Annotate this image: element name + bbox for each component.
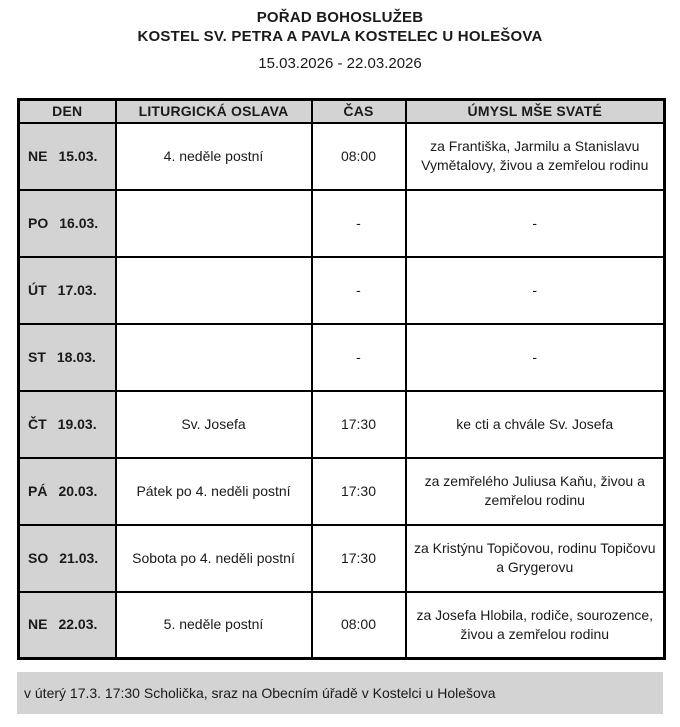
mass-intention-cell: za Františka, Jarmilu a Stanislavu Vymětalovy, živou a zemřelou rodinu	[406, 123, 665, 190]
mass-intention-cell: -	[406, 190, 665, 257]
document-header	[0, 0, 680, 72]
mass-time-cell: -	[312, 257, 406, 324]
day-cell	[19, 458, 116, 525]
table-row	[19, 592, 665, 659]
day-abbreviation: SO	[28, 549, 49, 566]
table-row	[19, 257, 665, 324]
day-cell	[19, 525, 116, 592]
table-row	[19, 391, 665, 458]
mass-time-cell: 17:30	[312, 391, 406, 458]
footer-note-text: v úterý 17.3. 17:30 Scholička, sraz na Obecním úřadě v Kostelci u Holešova	[24, 685, 496, 701]
table-row	[19, 324, 665, 391]
day-date: 17.03.	[57, 281, 97, 298]
mass-time-cell: 17:30	[312, 458, 406, 525]
column-header-den: DEN	[19, 100, 116, 123]
table-row	[19, 525, 665, 592]
mass-intention-cell: -	[406, 324, 665, 391]
day-abbreviation: PÁ	[28, 482, 48, 499]
table-row	[19, 458, 665, 525]
liturgical-celebration-cell	[116, 324, 312, 391]
day-date: 20.03.	[58, 482, 98, 499]
day-abbreviation: NE	[28, 147, 48, 164]
table-row	[19, 190, 665, 257]
day-cell	[19, 592, 116, 659]
table-header-row	[19, 100, 665, 123]
day-cell	[19, 391, 116, 458]
day-date: 18.03.	[56, 348, 96, 365]
mass-time-cell: 08:00	[312, 123, 406, 190]
day-abbreviation: PO	[28, 214, 49, 231]
date-range: 15.03.2026 - 22.03.2026	[258, 55, 422, 72]
day-abbreviation: NE	[28, 616, 48, 633]
column-header-umysl: ÚMYSL MŠE SVATÉ	[406, 100, 665, 123]
page-title: POŘAD BOHOSLUŽEB	[256, 9, 424, 26]
day-date: 22.03.	[58, 616, 98, 633]
mass-time-cell: 17:30	[312, 525, 406, 592]
column-header-liturgicka-oslava: LITURGICKÁ OSLAVA	[116, 100, 312, 123]
liturgical-celebration-cell	[116, 190, 312, 257]
mass-intention-cell: ke cti a chvále Sv. Josefa	[406, 391, 665, 458]
day-abbreviation: ST	[28, 348, 46, 365]
mass-intention-cell: za Josefa Hlobila, rodiče, sourozence, živou a zemřelou rodinu	[406, 592, 665, 659]
footer-note-bar	[17, 672, 663, 714]
mass-time-cell: -	[312, 190, 406, 257]
day-date: 19.03.	[57, 415, 97, 432]
mass-intention-cell: -	[406, 257, 665, 324]
mass-time-cell: 08:00	[312, 592, 406, 659]
liturgical-celebration-cell: Sobota po 4. neděli postní	[116, 525, 312, 592]
liturgical-celebration-cell: Sv. Josefa	[116, 391, 312, 458]
day-date: 16.03.	[59, 214, 99, 231]
mass-intention-cell: za zemřelého Juliusa Kaňu, živou a zemřelou rodinu	[406, 458, 665, 525]
day-cell	[19, 257, 116, 324]
day-abbreviation: ČT	[28, 415, 47, 432]
column-header-cas: ČAS	[312, 100, 406, 123]
schedule-table	[17, 98, 666, 660]
liturgical-celebration-cell: Pátek po 4. neděli postní	[116, 458, 312, 525]
day-cell	[19, 324, 116, 391]
schedule-table-body	[19, 123, 665, 659]
mass-time-cell: -	[312, 324, 406, 391]
liturgical-celebration-cell	[116, 257, 312, 324]
mass-intention-cell: za Kristýnu Topičovou, rodinu Topičovu a Grygerovu	[406, 525, 665, 592]
day-date: 21.03.	[59, 549, 99, 566]
table-row	[19, 123, 665, 190]
day-date: 15.03.	[58, 147, 98, 164]
page-subtitle: KOSTEL SV. PETRA A PAVLA KOSTELEC U HOLEŠOVA	[137, 28, 543, 45]
day-cell	[19, 123, 116, 190]
liturgical-celebration-cell: 4. neděle postní	[116, 123, 312, 190]
liturgical-celebration-cell: 5. neděle postní	[116, 592, 312, 659]
day-abbreviation: ÚT	[28, 281, 47, 298]
day-cell	[19, 190, 116, 257]
